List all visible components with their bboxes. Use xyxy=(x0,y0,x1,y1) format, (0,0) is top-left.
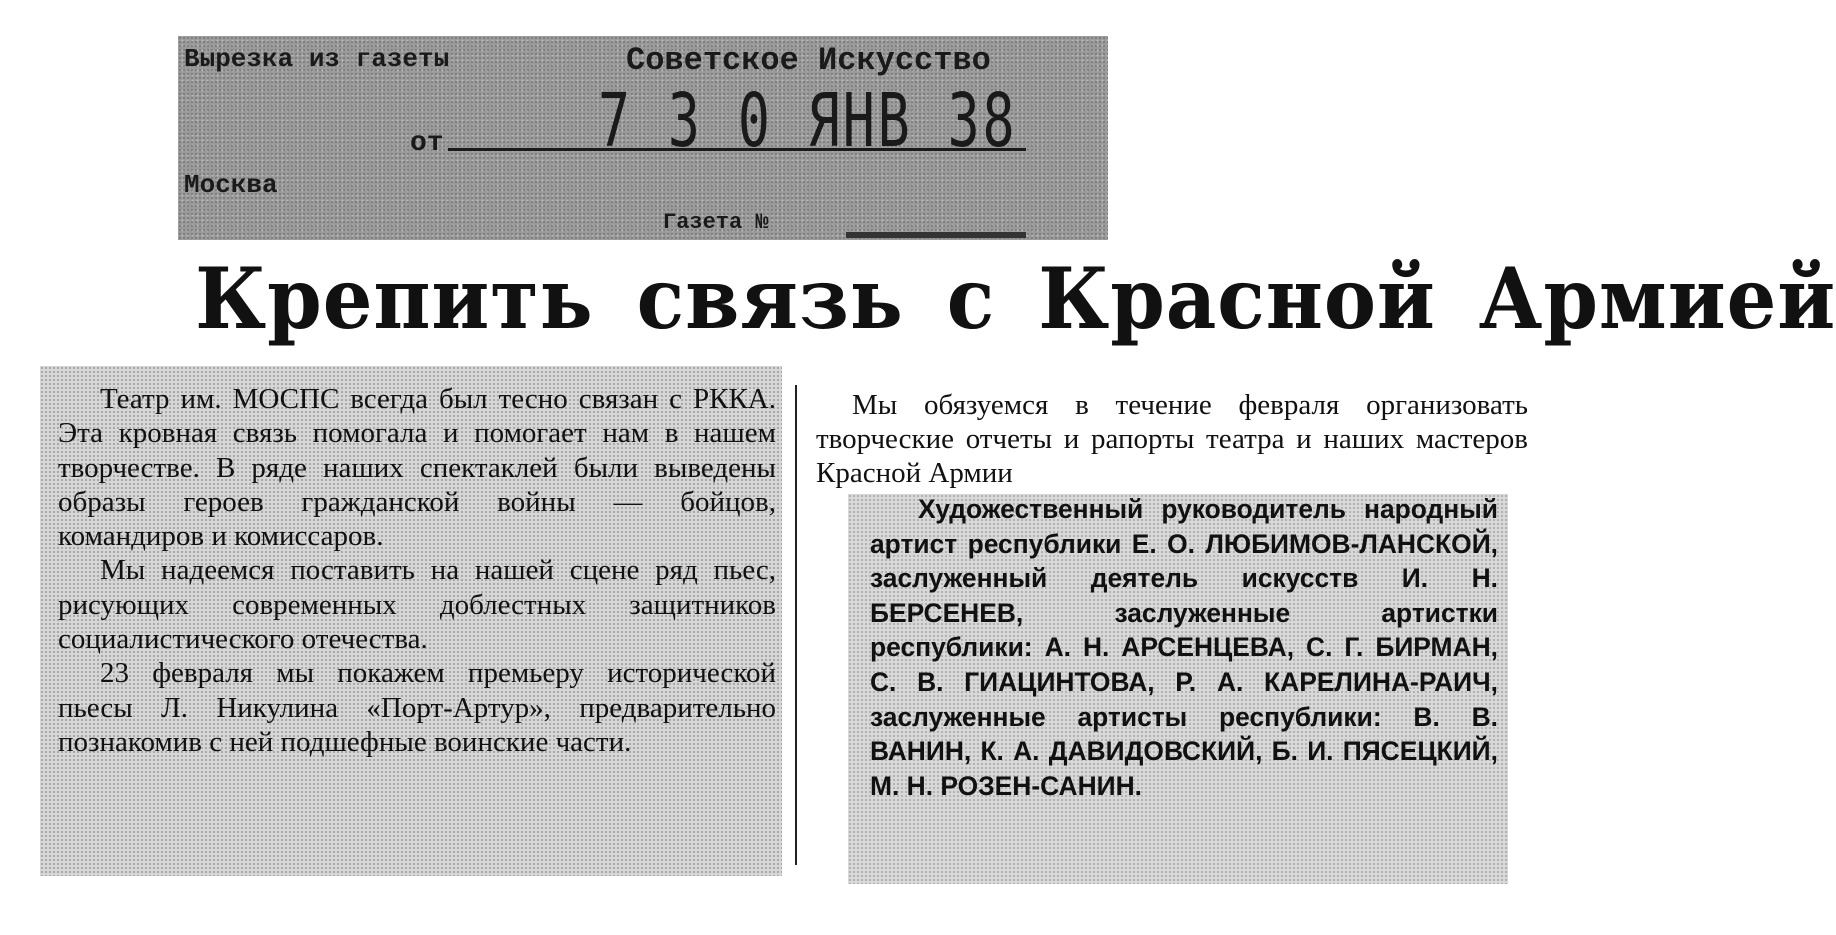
article-headline: Крепить связь с Красной Армией xyxy=(195,249,1836,348)
column-divider xyxy=(795,385,797,865)
left-column xyxy=(40,366,782,876)
gazeta-label: Газета № xyxy=(663,210,769,235)
clipping-stamp xyxy=(178,36,1108,240)
stamp-dash xyxy=(846,232,1026,238)
paragraph-1: Театр им. МОСПС всегда был тесно связан с РККА. Эта кровная связь помогала и помогает нам в нашем творчестве. В ряде наших спектаклей были выведены образы героев гражданской войны — бойцов, командиров и комиссаров. xyxy=(58,383,776,553)
stamp-date: 7 3 0 ЯНВ 38 xyxy=(598,78,1018,164)
clipping-label: Вырезка из газеты xyxy=(184,44,450,74)
left-column-text xyxy=(58,382,776,759)
page-label: от xyxy=(410,128,444,159)
city-label: Москва xyxy=(184,170,278,200)
right-column xyxy=(808,386,1528,866)
obligation-paragraph: Мы обязуемся в течение февраля организовать творческие отчеты и рапорты театра и наших мастеров Красной Армии xyxy=(816,389,1528,489)
paragraph-3: 23 февраля мы покажем премьеру исторической пьесы Л. Никулина «Порт-Артур», предварительно познакомив с ней подшефные воинские части. xyxy=(58,657,776,758)
paragraph-2: Мы надеемся поставить на нашей сцене ряд пьес, рисующих современных доблестных защитников социалистического отечества. xyxy=(58,554,776,656)
newspaper-name: Советское Искусство xyxy=(626,42,991,79)
signatures-paragraph: Художественный руководитель народный артист республики Е. О. ЛЮБИМОВ-ЛАНСКОЙ, заслуженный деятель искусств И. Н. БЕРСЕНЕВ, заслуженные артистки республики: А. Н. АРСЕНЦЕВА, С. Г. БИРМАН, С. В. ГИАЦИНТОВА, Р. А. КАРЕЛИНА-РАИЧ, заслуженные артисты республики: В. В. ВАНИН, К. А. ДАВИДОВСКИЙ, Б. И. ПЯСЕЦКИЙ, М. Н. РОЗЕН-САНИН. xyxy=(870,494,1498,801)
